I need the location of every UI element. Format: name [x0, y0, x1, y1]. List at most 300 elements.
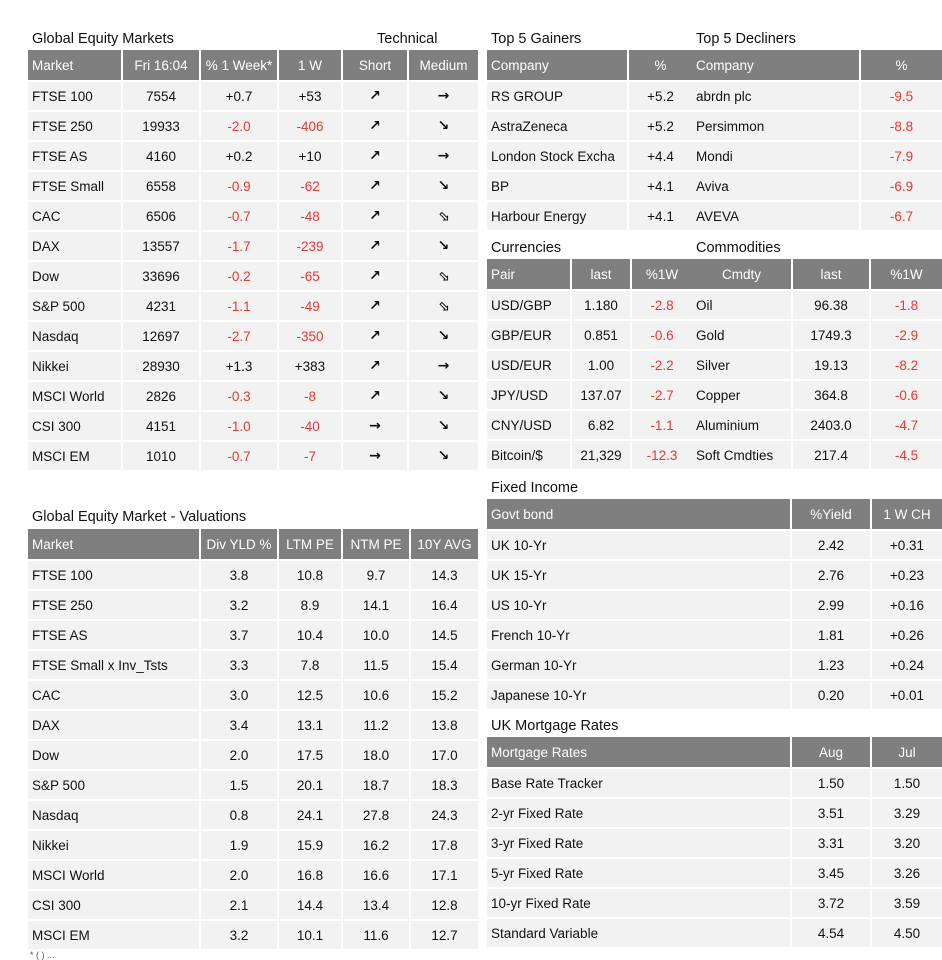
arrow-up-right-icon: ↗ [369, 388, 381, 404]
trend-cell [342, 351, 408, 381]
cell-value: -2.9 [870, 320, 942, 350]
cell-value: 4160 [122, 141, 200, 171]
row-label: Harbour Energy [487, 201, 628, 230]
row-label: 5-yr Fixed Rate [487, 858, 791, 888]
cell-value: +10 [278, 141, 342, 171]
cell-value: 3.20 [871, 828, 942, 858]
cell-value: -65 [278, 261, 342, 291]
row-label: Silver [692, 350, 792, 380]
cell-value: 17.0 [410, 740, 478, 770]
trend-cell [342, 411, 408, 441]
table-row [487, 320, 692, 350]
cell-value: -62 [278, 171, 342, 201]
row-label: Soft Cmdties [692, 440, 792, 469]
cell-value: 2403.0 [792, 410, 870, 440]
cell-value: +0.01 [871, 680, 942, 709]
row-label: 3-yr Fixed Rate [487, 828, 791, 858]
cell-value: 18.3 [410, 770, 478, 800]
table-row [692, 440, 942, 469]
cell-value: -2.8 [631, 290, 692, 320]
row-label: German 10-Yr [487, 650, 791, 680]
cell-value: 19.13 [792, 350, 870, 380]
cell-value: +0.24 [871, 650, 942, 680]
arrow-up-right-icon: ↗ [369, 178, 381, 194]
row-label: US 10-Yr [487, 590, 791, 620]
arrow-down-right-outline-icon: ⬂ [437, 298, 450, 314]
cell-value: 10.6 [342, 680, 410, 710]
cell-value: 13557 [122, 231, 200, 261]
col-header-pair: Pair [487, 259, 571, 290]
row-label: USD/GBP [487, 290, 571, 320]
trend-cell [342, 111, 408, 141]
cell-value: 217.4 [792, 440, 870, 469]
cell-value: 11.6 [342, 920, 410, 949]
cell-value: 17.8 [410, 830, 478, 860]
table-row [28, 740, 478, 770]
currencies-title: Currencies [491, 240, 562, 256]
col-header-pct-1w: %1W [870, 259, 942, 290]
table-row [28, 291, 478, 321]
table-row [487, 918, 942, 947]
row-label: CSI 300 [28, 411, 122, 441]
cell-value: -7 [278, 441, 342, 470]
cell-value: +4.4 [628, 141, 692, 171]
trend-cell [342, 201, 408, 231]
table-row [487, 440, 692, 469]
cell-value: +1.3 [200, 351, 278, 381]
cell-value: +5.2 [628, 81, 692, 111]
table-row [487, 201, 692, 230]
cell-value: -406 [278, 111, 342, 141]
col-header-market: Market [28, 529, 200, 560]
table-row [28, 201, 478, 231]
trend-cell [342, 171, 408, 201]
cell-value: -0.2 [200, 261, 278, 291]
cell-value: 12.7 [410, 920, 478, 949]
cell-value: 3.4 [200, 710, 278, 740]
table-row [692, 350, 942, 380]
cell-value: -4.5 [870, 440, 942, 469]
arrow-down-right-icon: ↘ [437, 448, 450, 464]
cell-value: 2.99 [791, 590, 871, 620]
cell-value: 11.2 [342, 710, 410, 740]
row-label: Standard Variable [487, 918, 791, 947]
col-header-ntm-pe: NTM PE [342, 529, 410, 560]
mortgage-title: UK Mortgage Rates [491, 718, 619, 734]
row-label: FTSE 250 [28, 111, 122, 141]
cell-value: -49 [278, 291, 342, 321]
table-row [28, 111, 478, 141]
decliners-table [692, 50, 942, 230]
table-row [692, 320, 942, 350]
cell-value: 18.7 [342, 770, 410, 800]
valuations-title: Global Equity Market - Valuations [32, 509, 247, 525]
cell-value: 3.51 [791, 798, 871, 828]
row-label: Mondi [692, 141, 860, 171]
row-label: Oil [692, 290, 792, 320]
cell-value: 20.1 [278, 770, 342, 800]
table-row [487, 650, 942, 680]
row-label: Japanese 10-Yr [487, 680, 791, 709]
trend-cell [408, 261, 478, 291]
cell-value: 16.2 [342, 830, 410, 860]
trend-cell [408, 411, 478, 441]
table-row [692, 141, 942, 171]
cell-value: +0.23 [871, 560, 942, 590]
row-label: AstraZeneca [487, 111, 628, 141]
cell-value: 12.8 [410, 890, 478, 920]
row-label: MSCI World [28, 860, 200, 890]
table-row [28, 860, 478, 890]
cell-value: -7.9 [860, 141, 942, 171]
table-row [487, 768, 942, 798]
col-header-last: last [792, 259, 870, 290]
arrow-up-right-icon: ↗ [369, 268, 381, 284]
table-row [692, 171, 942, 201]
arrow-right-icon: → [369, 418, 381, 434]
cell-value: 10.0 [342, 620, 410, 650]
cell-value: +0.7 [200, 81, 278, 111]
row-label: FTSE Small [28, 171, 122, 201]
cell-value: 3.45 [791, 858, 871, 888]
table-row [28, 441, 478, 470]
cell-value: +53 [278, 81, 342, 111]
table-row [28, 261, 478, 291]
table-row [28, 141, 478, 171]
cell-value: -12.3 [631, 440, 692, 469]
trend-cell [342, 321, 408, 351]
arrow-right-icon: → [437, 358, 450, 374]
cell-value: -9.5 [860, 81, 942, 111]
row-label: FTSE AS [28, 141, 122, 171]
cell-value: -40 [278, 411, 342, 441]
table-row [28, 710, 478, 740]
table-row [692, 380, 942, 410]
cell-value: 6558 [122, 171, 200, 201]
cell-value: 19933 [122, 111, 200, 141]
cell-value: 4231 [122, 291, 200, 321]
cell-value: 0.851 [571, 320, 631, 350]
table-row [28, 381, 478, 411]
trend-cell [408, 81, 478, 111]
arrow-right-icon: → [437, 148, 450, 164]
trend-cell [342, 381, 408, 411]
row-label: Nasdaq [28, 800, 200, 830]
row-label: S&P 500 [28, 770, 200, 800]
row-label: Nikkei [28, 351, 122, 381]
cell-value: 28930 [122, 351, 200, 381]
cell-value: 21,329 [571, 440, 631, 469]
cell-value: 3.3 [200, 650, 278, 680]
cell-value: -0.9 [200, 171, 278, 201]
arrow-up-right-icon: ↗ [369, 238, 381, 254]
cell-value: +383 [278, 351, 342, 381]
table-row [487, 350, 692, 380]
trend-cell [408, 231, 478, 261]
table-row [487, 590, 942, 620]
cell-value: -350 [278, 321, 342, 351]
cell-value: 11.5 [342, 650, 410, 680]
table-row [28, 351, 478, 381]
table-row [28, 620, 478, 650]
cell-value: 7554 [122, 81, 200, 111]
cell-value: -8 [278, 381, 342, 411]
row-label: Nikkei [28, 830, 200, 860]
col-header-company: Company [692, 50, 860, 81]
row-label: Aluminium [692, 410, 792, 440]
table-row [692, 111, 942, 141]
trend-cell [342, 231, 408, 261]
table-row [487, 560, 942, 590]
arrow-up-right-icon: ↗ [369, 118, 381, 134]
row-label: DAX [28, 710, 200, 740]
row-label: UK 10-Yr [487, 530, 791, 560]
arrow-up-right-icon: ↗ [369, 88, 381, 104]
col-header-market: Market [28, 50, 122, 81]
col-header-pct: % [628, 50, 692, 81]
cell-value: 2.0 [200, 740, 278, 770]
cell-value: 1.23 [791, 650, 871, 680]
commodities-title: Commodities [696, 240, 781, 256]
row-label: Copper [692, 380, 792, 410]
col-header-pct-1w: %1W [631, 259, 692, 290]
cell-value: -4.7 [870, 410, 942, 440]
mortgage-table [487, 737, 942, 947]
cell-value: 6506 [122, 201, 200, 231]
row-label: Bitcoin/$ [487, 440, 571, 469]
cell-value: 14.4 [278, 890, 342, 920]
cell-value: +0.2 [200, 141, 278, 171]
col-header-pct-week: % 1 Week* [200, 50, 278, 81]
row-label: Dow [28, 261, 122, 291]
cell-value: 13.1 [278, 710, 342, 740]
row-label: CSI 300 [28, 890, 200, 920]
col-header-1w-ch: 1 W CH [871, 499, 942, 530]
cell-value: 14.3 [410, 560, 478, 590]
currencies-table [487, 259, 692, 469]
technical-label: Technical [377, 31, 438, 47]
table-row [28, 321, 478, 351]
row-label: MSCI EM [28, 441, 122, 470]
cell-value: 3.26 [871, 858, 942, 888]
col-header-medium: Medium [408, 50, 478, 81]
table-row [28, 81, 478, 111]
cell-value: 3.29 [871, 798, 942, 828]
cell-value: 7.8 [278, 650, 342, 680]
trend-cell [408, 441, 478, 470]
table-row [692, 410, 942, 440]
cell-value: 96.38 [792, 290, 870, 320]
table-row [487, 141, 692, 171]
cell-value: -0.6 [870, 380, 942, 410]
cell-value: 1.50 [791, 768, 871, 798]
row-label: UK 15-Yr [487, 560, 791, 590]
trend-cell [408, 291, 478, 321]
arrow-down-right-icon: ↘ [437, 388, 450, 404]
row-label: Persimmon [692, 111, 860, 141]
cell-value: 3.7 [200, 620, 278, 650]
trend-cell [408, 381, 478, 411]
row-label: JPY/USD [487, 380, 571, 410]
cell-value: -1.7 [200, 231, 278, 261]
col-header-mortgage-rates: Mortgage Rates [487, 737, 791, 768]
cell-value: 4151 [122, 411, 200, 441]
cell-value: 15.2 [410, 680, 478, 710]
fixed-income-table [487, 499, 942, 709]
table-row [487, 530, 942, 560]
cell-value: 364.8 [792, 380, 870, 410]
table-row [487, 858, 942, 888]
cell-value: 3.0 [200, 680, 278, 710]
table-row [28, 890, 478, 920]
cell-value: -48 [278, 201, 342, 231]
table-row [692, 290, 942, 320]
cell-value: 16.6 [342, 860, 410, 890]
cell-value: 10.4 [278, 620, 342, 650]
cell-value: -2.2 [631, 350, 692, 380]
table-row [487, 111, 692, 141]
trend-cell [408, 141, 478, 171]
arrow-down-right-outline-icon: ⬂ [437, 208, 450, 224]
cell-value: 1.5 [200, 770, 278, 800]
row-label: abrdn plc [692, 81, 860, 111]
table-row [487, 290, 692, 320]
cell-value: +0.16 [871, 590, 942, 620]
cell-value: 1010 [122, 441, 200, 470]
equity-markets-table [28, 50, 478, 470]
row-label: 10-yr Fixed Rate [487, 888, 791, 918]
cell-value: 15.9 [278, 830, 342, 860]
row-label: MSCI World [28, 381, 122, 411]
cell-value: 14.5 [410, 620, 478, 650]
cell-value: 137.07 [571, 380, 631, 410]
col-header-jul: Jul [871, 737, 942, 768]
row-label: FTSE AS [28, 620, 200, 650]
row-label: USD/EUR [487, 350, 571, 380]
row-label: Nasdaq [28, 321, 122, 351]
table-row [28, 920, 478, 949]
cell-value: 17.5 [278, 740, 342, 770]
cell-value: 8.9 [278, 590, 342, 620]
cell-value: 3.31 [791, 828, 871, 858]
col-header-cmdty: Cmdty [692, 259, 792, 290]
col-header-1w: 1 W [278, 50, 342, 81]
arrow-right-icon: → [437, 88, 450, 104]
cell-value: -2.7 [631, 380, 692, 410]
trend-cell [342, 81, 408, 111]
arrow-down-right-icon: ↘ [437, 118, 450, 134]
cell-value: 0.8 [200, 800, 278, 830]
table-row [487, 171, 692, 201]
cell-value: 12.5 [278, 680, 342, 710]
row-label: London Stock Excha [487, 141, 628, 171]
cell-value: 9.7 [342, 560, 410, 590]
cell-value: -1.0 [200, 411, 278, 441]
row-label: FTSE 100 [28, 560, 200, 590]
trend-cell [342, 261, 408, 291]
col-header-last: last [571, 259, 631, 290]
cell-value: 2.76 [791, 560, 871, 590]
row-label: Aviva [692, 171, 860, 201]
table-row [28, 231, 478, 261]
cell-value: -1.8 [870, 290, 942, 320]
arrow-up-right-icon: ↗ [369, 358, 381, 374]
row-label: CAC [28, 680, 200, 710]
row-label: French 10-Yr [487, 620, 791, 650]
cell-value: 1749.3 [792, 320, 870, 350]
arrow-right-icon: → [369, 448, 381, 464]
col-header-company: Company [487, 50, 628, 81]
table-row [487, 798, 942, 828]
table-row [28, 680, 478, 710]
cell-value: 24.3 [410, 800, 478, 830]
row-label: S&P 500 [28, 291, 122, 321]
cell-value: 1.81 [791, 620, 871, 650]
arrow-down-right-icon: ↘ [437, 418, 450, 434]
col-header-govt-bond: Govt bond [487, 499, 791, 530]
arrow-up-right-icon: ↗ [369, 328, 381, 344]
cell-value: 0.20 [791, 680, 871, 709]
cell-value: -0.7 [200, 201, 278, 231]
gainers-table [487, 50, 692, 230]
cell-value: -2.7 [200, 321, 278, 351]
row-label: RS GROUP [487, 81, 628, 111]
cell-value: 3.2 [200, 920, 278, 949]
cell-value: 33696 [122, 261, 200, 291]
row-label: MSCI EM [28, 920, 200, 949]
trend-cell [342, 291, 408, 321]
cell-value: +4.1 [628, 171, 692, 201]
trend-cell [342, 441, 408, 470]
table-row [28, 770, 478, 800]
cell-value: 1.00 [571, 350, 631, 380]
footnote: * ( ) ... [30, 950, 55, 960]
cell-value: -6.9 [860, 171, 942, 201]
cell-value: 15.4 [410, 650, 478, 680]
arrow-up-right-icon: ↗ [369, 148, 381, 164]
col-header-price: Fri 16:04 [122, 50, 200, 81]
cell-value: 3.2 [200, 590, 278, 620]
cell-value: 27.8 [342, 800, 410, 830]
cell-value: -239 [278, 231, 342, 261]
cell-value: 1.50 [871, 768, 942, 798]
table-row [487, 410, 692, 440]
trend-cell [342, 141, 408, 171]
table-row [487, 380, 692, 410]
cell-value: 12697 [122, 321, 200, 351]
cell-value: 2.0 [200, 860, 278, 890]
row-label: FTSE Small x Inv_Tsts [28, 650, 200, 680]
row-label: CNY/USD [487, 410, 571, 440]
arrow-up-right-icon: ↗ [369, 208, 381, 224]
cell-value: 1.9 [200, 830, 278, 860]
cell-value: -1.1 [200, 291, 278, 321]
table-row [28, 590, 478, 620]
cell-value: 2.42 [791, 530, 871, 560]
col-header-yield: %Yield [791, 499, 871, 530]
gainers-title: Top 5 Gainers [491, 31, 582, 47]
table-row [28, 171, 478, 201]
cell-value: -8.2 [870, 350, 942, 380]
table-row [28, 830, 478, 860]
row-label: DAX [28, 231, 122, 261]
cell-value: +0.26 [871, 620, 942, 650]
trend-cell [408, 111, 478, 141]
cell-value: 1.180 [571, 290, 631, 320]
trend-cell [408, 171, 478, 201]
cell-value: +4.1 [628, 201, 692, 230]
arrow-up-right-icon: ↗ [369, 298, 381, 314]
